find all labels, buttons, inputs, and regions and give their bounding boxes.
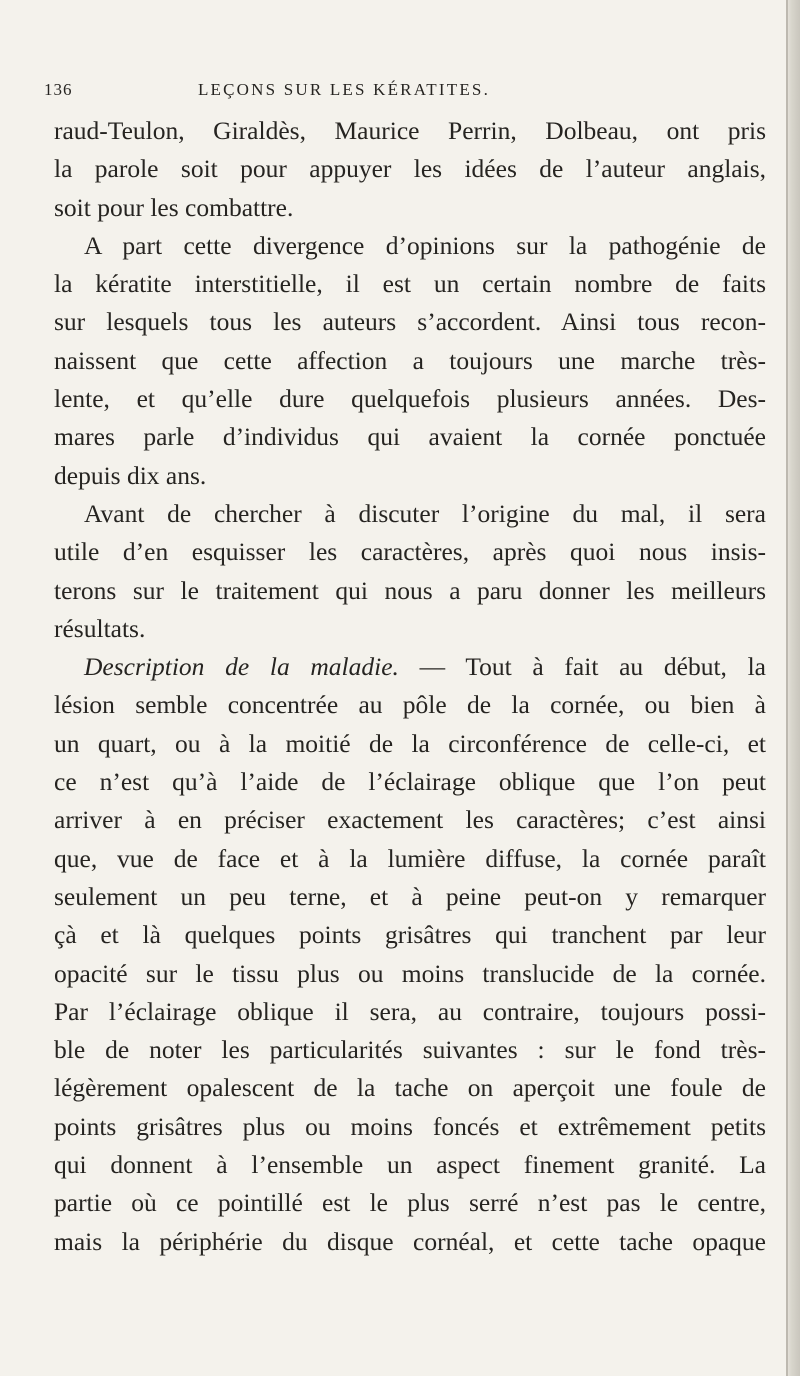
text-line: ble de noter les particularités suivantes : sur le fond très- — [54, 1035, 766, 1065]
section-first-line-text: — Tout à fait au début, la — [398, 652, 766, 682]
text-line: points grisâtres plus ou moins foncés et extrêmement petits — [54, 1111, 766, 1141]
text-line: un quart, ou à la moitié de la circonférence de celle-ci, et — [54, 728, 766, 758]
running-head — [44, 80, 774, 104]
paragraph — [54, 495, 766, 648]
text-line: lésion semble concentrée au pôle de la cornée, ou bien à — [54, 690, 766, 720]
section-first-line — [54, 648, 766, 686]
text-line: raud-Teulon, Giraldès, Maurice Perrin, Dolbeau, ont pris — [54, 116, 766, 145]
paragraph — [54, 112, 766, 227]
section-title: Description de la maladie. — [84, 652, 399, 682]
page-number: 136 — [44, 80, 73, 99]
text-line: utile d’en esquisser les caractères, après quoi nous insis- — [54, 537, 766, 567]
page-edge-shadow — [786, 0, 800, 1376]
page-edge-line — [786, 0, 788, 1376]
text-line: légèrement opalescent de la tache on aperçoit une foule de — [54, 1073, 766, 1103]
text-line: naissent que cette affection a toujours une marche très- — [54, 345, 766, 375]
text-line: A part cette divergence d’opinions sur la pathogénie de — [84, 230, 766, 260]
text-line: depuis dix ans. — [54, 460, 207, 490]
body-text — [54, 112, 766, 1261]
running-title: LEÇONS SUR LES KÉRATITES. — [197, 80, 491, 99]
text-line: qui donnent à l’ensemble un aspect finement granité. La — [54, 1150, 766, 1180]
text-line: partie où ce pointillé est le plus serré n’est pas le centre, — [54, 1188, 766, 1218]
text-line: çà et là quelques points grisâtres qui tranchent par leur — [54, 920, 766, 950]
text-line: la parole soit pour appuyer les idées de l’auteur anglais, — [54, 154, 766, 184]
text-line: arriver à en préciser exactement les caractères; c’est ainsi — [54, 805, 766, 835]
text-line: soit pour les combattre. — [54, 192, 294, 222]
text-line: opacité sur le tissu plus ou moins translucide de la cornée. — [54, 958, 766, 988]
text-line: lente, et qu’elle dure quelquefois plusieurs années. Des- — [54, 384, 766, 414]
text-line: mares parle d’individus qui avaient la cornée ponctuée — [54, 422, 766, 452]
paragraph — [54, 227, 766, 495]
text-line: Par l’éclairage oblique il sera, au contraire, toujours possi- — [54, 996, 766, 1026]
text-line: seulement un peu terne, et à peine peut-on y remarquer — [54, 881, 766, 911]
text-line: terons sur le traitement qui nous a paru donner les meilleurs — [54, 575, 766, 605]
text-line: résultats. — [54, 613, 146, 643]
text-line: Avant de chercher à discuter l’origine du mal, il sera — [84, 498, 766, 528]
text-line: mais la périphérie du disque cornéal, et cette tache opaque — [54, 1226, 766, 1256]
text-line: la kératite interstitielle, il est un certain nombre de faits — [54, 269, 766, 299]
text-line: que, vue de face et à la lumière diffuse, la cornée paraît — [54, 843, 766, 873]
paragraph — [54, 648, 766, 1261]
text-line: sur lesquels tous les auteurs s’accordent. Ainsi tous recon- — [54, 307, 766, 337]
text-line: ce n’est qu’à l’aide de l’éclairage oblique que l’on peut — [54, 767, 766, 797]
